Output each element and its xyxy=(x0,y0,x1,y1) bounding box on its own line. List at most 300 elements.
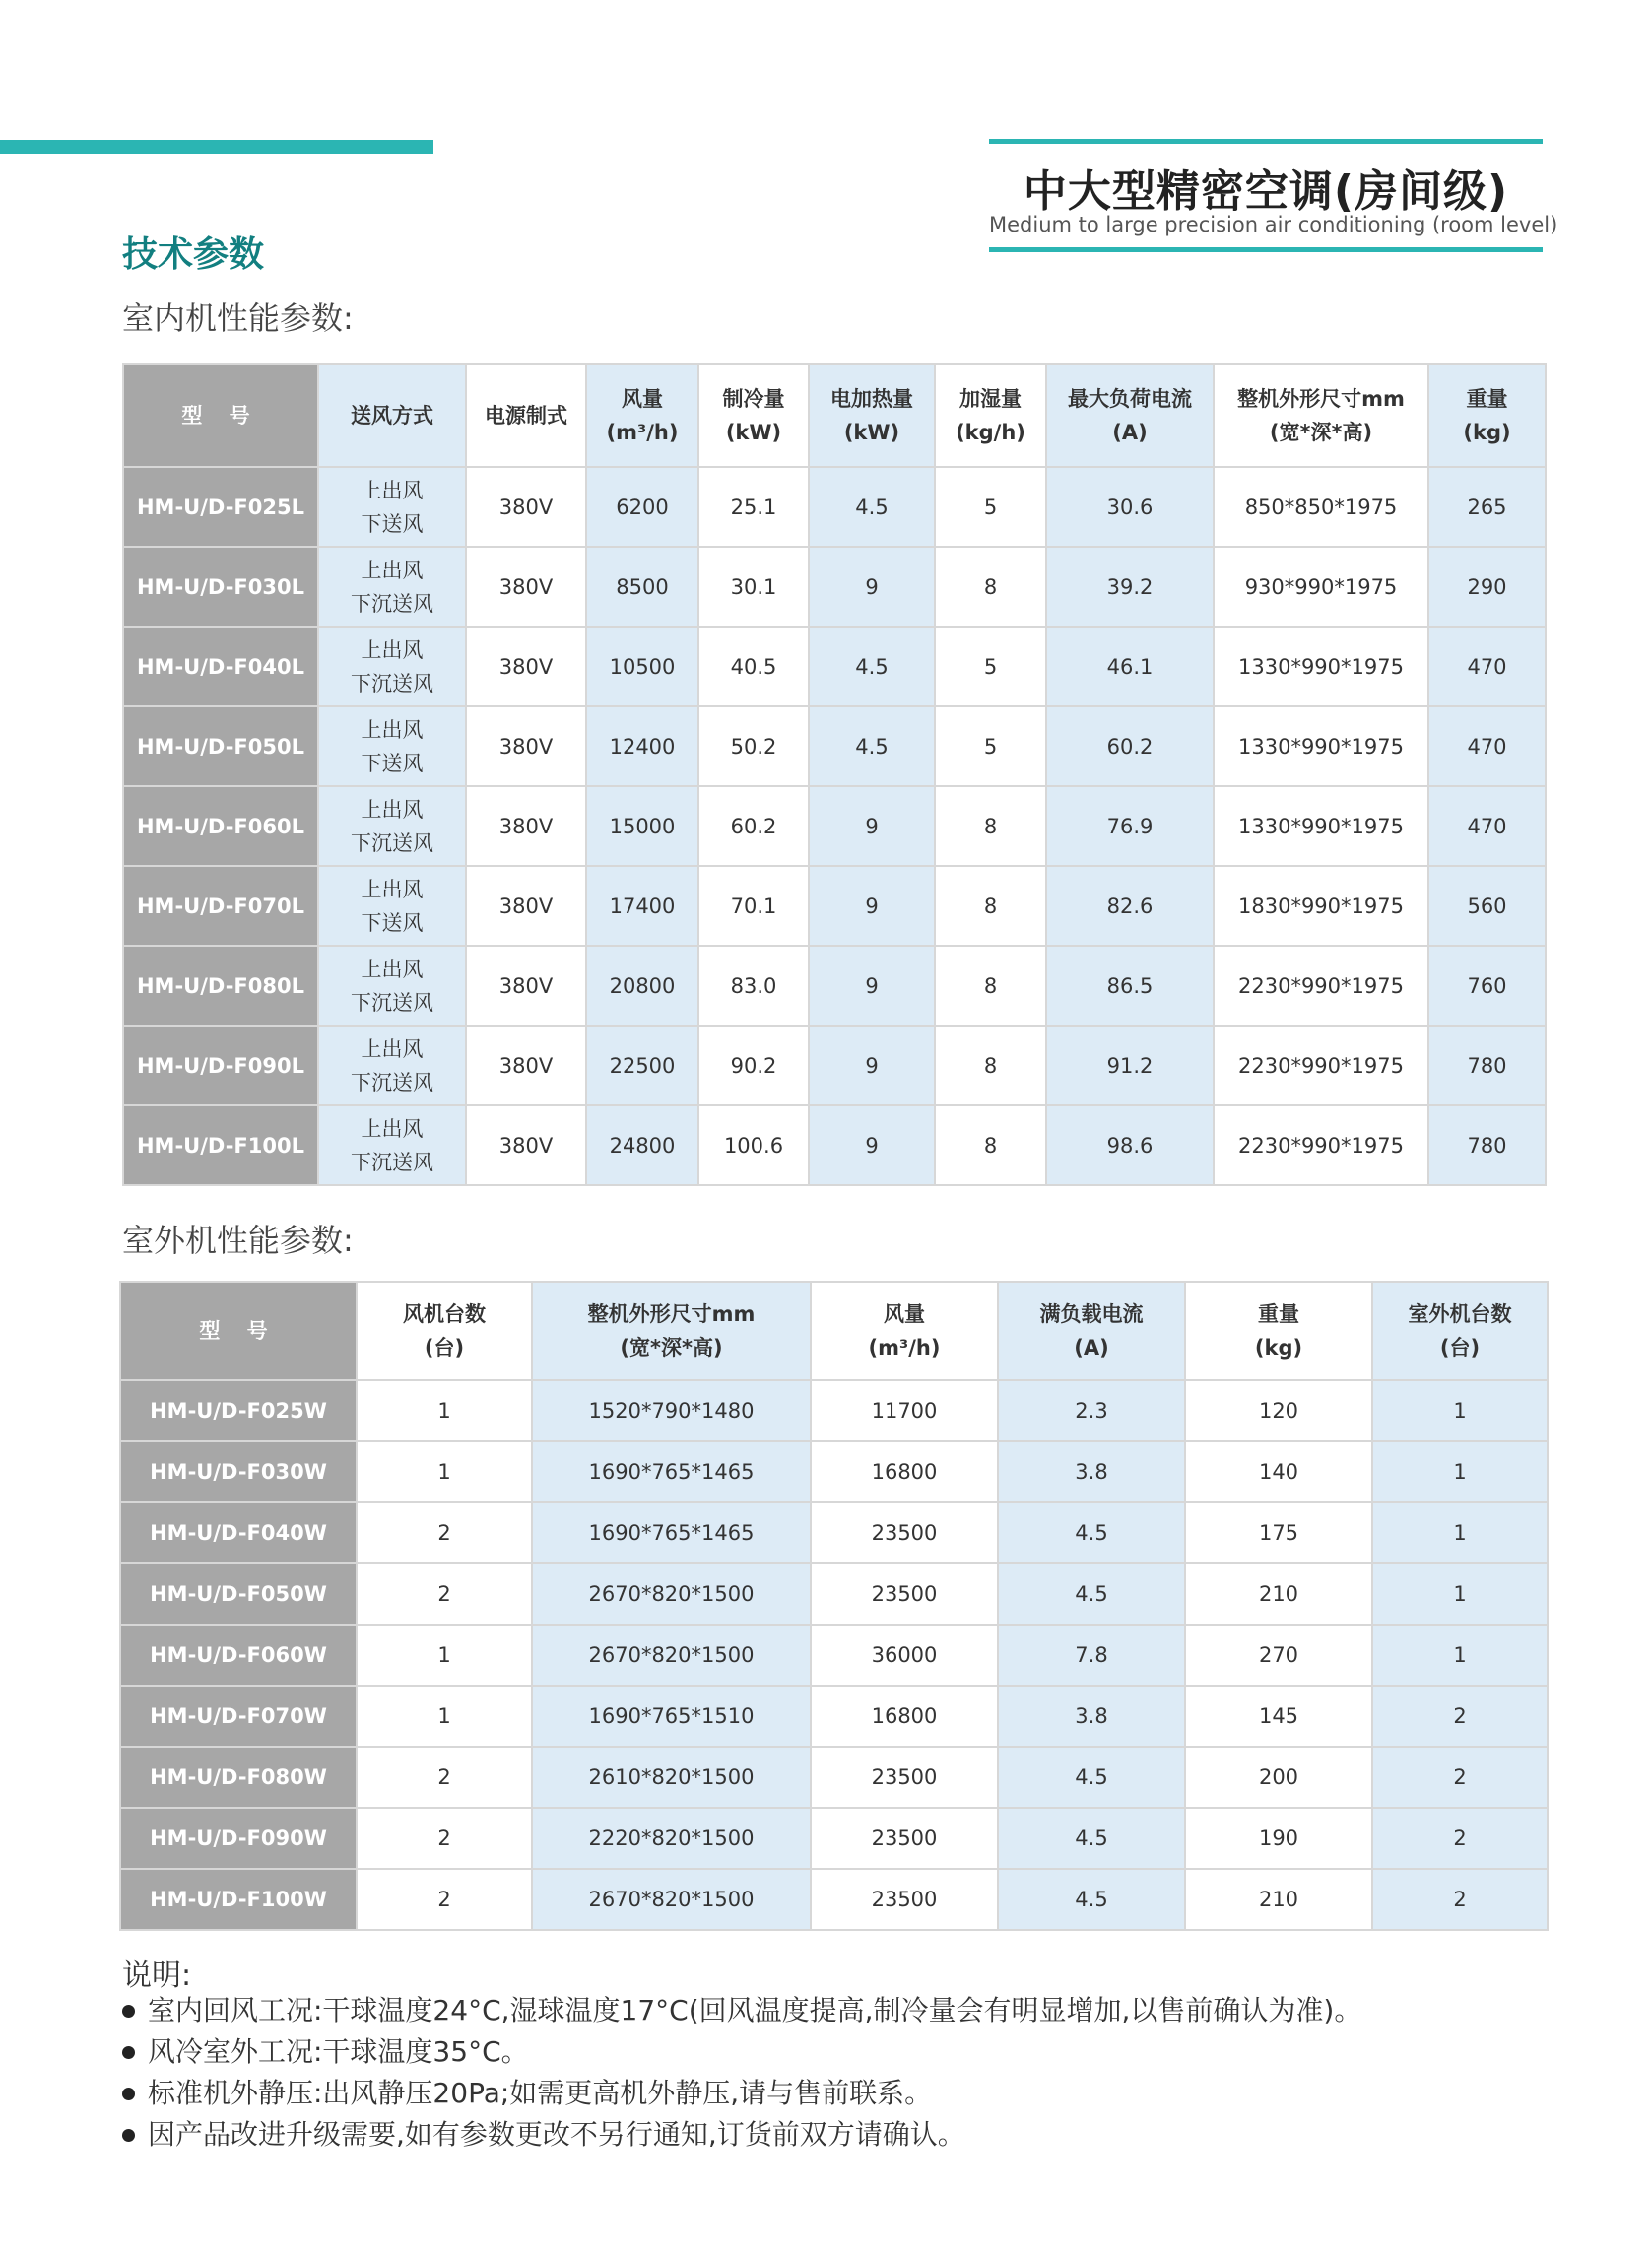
cell-text: (kW) xyxy=(843,420,900,444)
value-cell xyxy=(809,547,935,627)
cell-text: 2670*820*1500 xyxy=(588,1888,755,1911)
value-cell xyxy=(809,706,935,786)
section-title: 技术参数 xyxy=(122,234,265,275)
value-cell xyxy=(357,1502,532,1563)
cell-text: HM-U/D-F025W xyxy=(150,1399,327,1423)
cell-text: 2 xyxy=(1453,1826,1467,1850)
value-cell xyxy=(466,786,586,866)
value-cell xyxy=(532,1563,811,1625)
cell-text: 室外机台数 xyxy=(1408,1302,1512,1326)
value-cell xyxy=(1372,1563,1548,1625)
value-cell xyxy=(698,1105,809,1185)
cell-text: 4.5 xyxy=(1075,1582,1108,1606)
cell-text: 380V xyxy=(498,814,554,838)
note-text: 室内回风工况:干球温度24°C,湿球温度17°C(回风温度提高,制冷量会有明显增加,以售前确认为准)。 xyxy=(148,1994,1362,2026)
cell-text: 型 号 xyxy=(181,403,260,428)
cell-text: HM-U/D-F100W xyxy=(150,1888,327,1911)
table-row xyxy=(123,946,1546,1026)
value-cell xyxy=(811,1686,998,1747)
model-cell xyxy=(120,1686,357,1747)
cell-text: 3.8 xyxy=(1075,1704,1108,1728)
cell-text: 70.1 xyxy=(730,894,777,918)
value-cell xyxy=(935,627,1046,706)
cell-text: 1 xyxy=(437,1704,451,1728)
notes-list xyxy=(122,1990,1361,2156)
cell-text: 9 xyxy=(865,1053,879,1078)
cell-text: 850*850*1975 xyxy=(1244,495,1398,519)
cell-text: 4.5 xyxy=(855,734,889,759)
cell-text: 4.5 xyxy=(855,654,889,679)
value-cell xyxy=(1185,1441,1372,1502)
table-row xyxy=(123,1026,1546,1105)
cell-text: HM-U/D-F080L xyxy=(136,973,304,998)
cell-text: 83.0 xyxy=(730,973,777,998)
cell-text: 1330*990*1975 xyxy=(1238,814,1404,838)
page-title: 中大型精密空调(房间级) xyxy=(1023,166,1509,217)
cell-text: (A) xyxy=(1112,420,1148,444)
value-cell xyxy=(811,1625,998,1686)
value-cell xyxy=(1428,706,1546,786)
cell-text: (kg) xyxy=(1463,420,1511,444)
cell-text: 2230*990*1975 xyxy=(1238,1133,1404,1158)
cell-text: 型 号 xyxy=(199,1319,278,1343)
value-cell xyxy=(811,1380,998,1441)
cell-text: 1830*990*1975 xyxy=(1238,894,1404,918)
cell-text: 560 xyxy=(1467,894,1507,918)
title-rule-bottom xyxy=(989,247,1543,252)
cell-text: 风量 xyxy=(622,386,663,411)
note-item xyxy=(122,2114,1361,2156)
value-cell xyxy=(586,467,698,547)
cell-text: 2 xyxy=(1453,1765,1467,1789)
value-cell xyxy=(318,786,466,866)
cell-text: 制冷量 xyxy=(722,386,785,411)
value-cell xyxy=(998,1686,1185,1747)
cell-text: 2 xyxy=(437,1582,451,1606)
cell-text: 82.6 xyxy=(1106,894,1154,918)
cell-text: 380V xyxy=(498,1133,554,1158)
cell-text: HM-U/D-F060L xyxy=(136,814,304,838)
cell-text: 1690*765*1510 xyxy=(588,1704,755,1728)
value-cell xyxy=(1372,1686,1548,1747)
value-cell xyxy=(532,1869,811,1930)
model-cell xyxy=(120,1441,357,1502)
value-cell xyxy=(357,1747,532,1808)
value-cell xyxy=(1046,1026,1214,1105)
title-rule-top xyxy=(989,139,1543,144)
outdoor-header-row xyxy=(120,1282,1548,1380)
cell-text: 1 xyxy=(437,1399,451,1423)
note-text: 标准机外静压:出风静压20Pa;如需更高机外静压,请与售前联系。 xyxy=(148,2077,933,2109)
value-cell xyxy=(466,866,586,946)
value-cell xyxy=(318,866,466,946)
cell-text: 3.8 xyxy=(1075,1460,1108,1484)
cell-text: 46.1 xyxy=(1106,654,1154,679)
value-cell xyxy=(318,547,466,627)
value-cell xyxy=(318,706,466,786)
value-cell xyxy=(357,1808,532,1869)
cell-text: 145 xyxy=(1258,1704,1299,1728)
cell-text: HM-U/D-F040L xyxy=(136,654,304,679)
table-row xyxy=(120,1380,1548,1441)
cell-text: 4.5 xyxy=(855,495,889,519)
cell-text: (宽*深*高) xyxy=(620,1336,723,1360)
value-cell xyxy=(532,1380,811,1441)
value-cell xyxy=(1185,1869,1372,1930)
indoor-col-header xyxy=(698,364,809,467)
value-cell xyxy=(698,946,809,1026)
value-cell xyxy=(1046,786,1214,866)
value-cell xyxy=(998,1747,1185,1808)
value-cell xyxy=(1185,1625,1372,1686)
table-row xyxy=(120,1502,1548,1563)
model-cell xyxy=(123,547,318,627)
cell-text: (宽*深*高) xyxy=(1269,420,1373,444)
value-cell xyxy=(1046,1105,1214,1185)
value-cell xyxy=(809,946,935,1026)
model-cell xyxy=(123,627,318,706)
indoor-col-header xyxy=(1046,364,1214,467)
value-cell xyxy=(935,946,1046,1026)
cell-text: 上出风 xyxy=(361,478,424,502)
cell-text: 上出风 xyxy=(361,877,424,901)
value-cell xyxy=(998,1869,1185,1930)
cell-text: 2220*820*1500 xyxy=(588,1826,755,1850)
indoor-col-header xyxy=(586,364,698,467)
cell-text: 1 xyxy=(1453,1643,1467,1667)
indoor-col-header xyxy=(123,364,318,467)
cell-text: HM-U/D-F090L xyxy=(136,1053,304,1078)
cell-text: 10500 xyxy=(609,654,676,679)
model-cell xyxy=(123,1026,318,1105)
value-cell xyxy=(466,706,586,786)
value-cell xyxy=(698,547,809,627)
table-row xyxy=(123,547,1546,627)
value-cell xyxy=(1372,1441,1548,1502)
cell-text: 8 xyxy=(983,1053,998,1078)
cell-text: 200 xyxy=(1258,1765,1299,1789)
value-cell xyxy=(935,1105,1046,1185)
value-cell xyxy=(532,1441,811,1502)
cell-text: 290 xyxy=(1467,574,1507,599)
cell-text: 上出风 xyxy=(361,1116,424,1141)
cell-text: 1330*990*1975 xyxy=(1238,734,1404,759)
value-cell xyxy=(318,1026,466,1105)
cell-text: 380V xyxy=(498,894,554,918)
value-cell xyxy=(586,706,698,786)
cell-text: 470 xyxy=(1467,654,1507,679)
cell-text: 380V xyxy=(498,495,554,519)
cell-text: 4.5 xyxy=(1075,1888,1108,1911)
table-row xyxy=(120,1563,1548,1625)
cell-text: 8 xyxy=(983,894,998,918)
cell-text: 下沉送风 xyxy=(351,671,433,696)
cell-text: 23500 xyxy=(871,1521,938,1545)
cell-text: 下送风 xyxy=(361,511,424,536)
value-cell xyxy=(998,1625,1185,1686)
cell-text: 上出风 xyxy=(361,957,424,981)
cell-text: 8 xyxy=(983,1133,998,1158)
value-cell xyxy=(1214,866,1428,946)
cell-text: 1690*765*1465 xyxy=(588,1460,755,1484)
value-cell xyxy=(318,946,466,1026)
cell-text: 120 xyxy=(1258,1399,1299,1423)
cell-text: 8 xyxy=(983,814,998,838)
cell-text: 11700 xyxy=(871,1399,938,1423)
cell-text: 4.5 xyxy=(1075,1765,1108,1789)
value-cell xyxy=(811,1869,998,1930)
value-cell xyxy=(318,627,466,706)
cell-text: 加湿量 xyxy=(959,386,1022,411)
value-cell xyxy=(586,1105,698,1185)
table-row xyxy=(120,1441,1548,1502)
value-cell xyxy=(935,547,1046,627)
value-cell xyxy=(1372,1502,1548,1563)
indoor-col-header xyxy=(935,364,1046,467)
cell-text: 16800 xyxy=(871,1460,938,1484)
cell-text: HM-U/D-F070L xyxy=(136,894,304,918)
value-cell xyxy=(809,467,935,547)
value-cell xyxy=(532,1808,811,1869)
cell-text: 上出风 xyxy=(361,637,424,662)
value-cell xyxy=(811,1747,998,1808)
cell-text: 7.8 xyxy=(1075,1643,1108,1667)
cell-text: HM-U/D-F040W xyxy=(150,1521,327,1545)
value-cell xyxy=(466,627,586,706)
table-row xyxy=(120,1808,1548,1869)
value-cell xyxy=(1046,706,1214,786)
cell-text: 整机外形尺寸mm xyxy=(1237,386,1405,411)
cell-text: 2670*820*1500 xyxy=(588,1643,755,1667)
cell-text: HM-U/D-F030W xyxy=(150,1460,327,1484)
cell-text: 380V xyxy=(498,734,554,759)
cell-text: (kg/h) xyxy=(956,420,1025,444)
cell-text: 40.5 xyxy=(730,654,777,679)
value-cell xyxy=(1046,467,1214,547)
value-cell xyxy=(466,547,586,627)
cell-text: 2 xyxy=(437,1888,451,1911)
cell-text: 780 xyxy=(1467,1053,1507,1078)
cell-text: 1330*990*1975 xyxy=(1238,654,1404,679)
value-cell xyxy=(1185,1502,1372,1563)
value-cell xyxy=(357,1441,532,1502)
model-cell xyxy=(120,1747,357,1808)
indoor-col-header xyxy=(318,364,466,467)
value-cell xyxy=(1214,1105,1428,1185)
value-cell xyxy=(318,467,466,547)
cell-text: 23500 xyxy=(871,1888,938,1911)
value-cell xyxy=(998,1502,1185,1563)
value-cell xyxy=(532,1686,811,1747)
cell-text: 30.6 xyxy=(1106,495,1154,519)
cell-text: 2230*990*1975 xyxy=(1238,973,1404,998)
cell-text: 2610*820*1500 xyxy=(588,1765,755,1789)
cell-text: 30.1 xyxy=(730,574,777,599)
cell-text: 1520*790*1480 xyxy=(588,1399,755,1423)
cell-text: 下沉送风 xyxy=(351,1150,433,1174)
cell-text: (kg) xyxy=(1254,1336,1303,1360)
cell-text: 风机台数 xyxy=(403,1302,486,1326)
outdoor-col-header xyxy=(998,1282,1185,1380)
value-cell xyxy=(466,1026,586,1105)
cell-text: 8 xyxy=(983,574,998,599)
value-cell xyxy=(1214,706,1428,786)
table-row xyxy=(120,1747,1548,1808)
indoor-spec-table xyxy=(122,363,1547,1186)
cell-text: 930*990*1975 xyxy=(1244,574,1398,599)
cell-text: HM-U/D-F080W xyxy=(150,1765,327,1789)
cell-text: 60.2 xyxy=(1106,734,1154,759)
value-cell xyxy=(698,467,809,547)
model-cell xyxy=(123,467,318,547)
cell-text: 2230*990*1975 xyxy=(1238,1053,1404,1078)
value-cell xyxy=(586,547,698,627)
cell-text: HM-U/D-F030L xyxy=(136,574,304,599)
value-cell xyxy=(532,1625,811,1686)
value-cell xyxy=(698,866,809,946)
value-cell xyxy=(935,467,1046,547)
cell-text: 17400 xyxy=(609,894,676,918)
cell-text: 23500 xyxy=(871,1582,938,1606)
cell-text: 1 xyxy=(1453,1582,1467,1606)
note-text: 风冷室外工况:干球温度35°C。 xyxy=(148,2035,529,2068)
cell-text: 175 xyxy=(1258,1521,1299,1545)
cell-text: 470 xyxy=(1467,734,1507,759)
cell-text: HM-U/D-F070W xyxy=(150,1704,327,1728)
cell-text: 下沉送风 xyxy=(351,830,433,855)
value-cell xyxy=(1185,1380,1372,1441)
outdoor-col-header xyxy=(811,1282,998,1380)
notes-title: 说明: xyxy=(122,1958,192,1993)
value-cell xyxy=(586,786,698,866)
cell-text: 9 xyxy=(865,973,879,998)
model-cell xyxy=(120,1502,357,1563)
model-cell xyxy=(120,1625,357,1686)
cell-text: 电源制式 xyxy=(485,403,567,428)
cell-text: 210 xyxy=(1258,1582,1299,1606)
outdoor-col-header xyxy=(1185,1282,1372,1380)
cell-text: 满负载电流 xyxy=(1039,1302,1144,1326)
bullet-icon xyxy=(122,2046,135,2059)
value-cell xyxy=(1214,946,1428,1026)
value-cell xyxy=(935,1026,1046,1105)
value-cell xyxy=(809,1105,935,1185)
value-cell xyxy=(1428,866,1546,946)
page-subtitle: Medium to large precision air conditioning (room level) xyxy=(989,213,1558,236)
table-row xyxy=(120,1869,1548,1930)
table-row xyxy=(123,786,1546,866)
cell-text: 23500 xyxy=(871,1826,938,1850)
cell-text: 22500 xyxy=(609,1053,676,1078)
cell-text: 重量 xyxy=(1466,386,1508,411)
value-cell xyxy=(998,1441,1185,1502)
cell-text: 380V xyxy=(498,574,554,599)
cell-text: 24800 xyxy=(609,1133,676,1158)
cell-text: 2 xyxy=(437,1826,451,1850)
cell-text: 12400 xyxy=(609,734,676,759)
value-cell xyxy=(1214,467,1428,547)
bullet-icon xyxy=(122,2129,135,2142)
note-item xyxy=(122,1990,1361,2031)
cell-text: 20800 xyxy=(609,973,676,998)
cell-text: 下沉送风 xyxy=(351,990,433,1015)
cell-text: 4.5 xyxy=(1075,1521,1108,1545)
cell-text: 1 xyxy=(1453,1460,1467,1484)
value-cell xyxy=(935,706,1046,786)
value-cell xyxy=(809,627,935,706)
value-cell xyxy=(532,1502,811,1563)
cell-text: 265 xyxy=(1467,495,1507,519)
model-cell xyxy=(123,1105,318,1185)
value-cell xyxy=(1185,1747,1372,1808)
cell-text: 2 xyxy=(437,1765,451,1789)
value-cell xyxy=(532,1747,811,1808)
top-accent-bar xyxy=(0,140,433,154)
bullet-icon xyxy=(122,2005,135,2018)
value-cell xyxy=(935,786,1046,866)
cell-text: 76.9 xyxy=(1106,814,1154,838)
cell-text: 16800 xyxy=(871,1704,938,1728)
value-cell xyxy=(1185,1563,1372,1625)
indoor-col-header xyxy=(809,364,935,467)
value-cell xyxy=(1428,1105,1546,1185)
cell-text: 1 xyxy=(437,1643,451,1667)
cell-text: 8 xyxy=(983,973,998,998)
value-cell xyxy=(998,1563,1185,1625)
cell-text: 上出风 xyxy=(361,797,424,822)
note-text: 因产品改进升级需要,如有参数更改不另行通知,订货前双方请确认。 xyxy=(148,2118,965,2151)
cell-text: 9 xyxy=(865,574,879,599)
cell-text: 50.2 xyxy=(730,734,777,759)
value-cell xyxy=(698,706,809,786)
cell-text: (m³/h) xyxy=(606,420,679,444)
cell-text: 2670*820*1500 xyxy=(588,1582,755,1606)
cell-text: (kW) xyxy=(725,420,782,444)
cell-text: 470 xyxy=(1467,814,1507,838)
value-cell xyxy=(1372,1808,1548,1869)
model-cell xyxy=(123,866,318,946)
cell-text: 5 xyxy=(983,734,998,759)
cell-text: 780 xyxy=(1467,1133,1507,1158)
outdoor-col-header xyxy=(1372,1282,1548,1380)
cell-text: (m³/h) xyxy=(868,1336,941,1360)
cell-text: 送风方式 xyxy=(351,403,433,428)
value-cell xyxy=(1046,946,1214,1026)
cell-text: 100.6 xyxy=(723,1133,784,1158)
cell-text: (台) xyxy=(1439,1336,1481,1360)
cell-text: 2.3 xyxy=(1075,1399,1108,1423)
cell-text: 60.2 xyxy=(730,814,777,838)
cell-text: 下送风 xyxy=(361,751,424,775)
cell-text: 6200 xyxy=(616,495,669,519)
value-cell xyxy=(809,1026,935,1105)
outdoor-col-header xyxy=(357,1282,532,1380)
cell-text: HM-U/D-F100L xyxy=(136,1133,304,1158)
value-cell xyxy=(586,627,698,706)
value-cell xyxy=(811,1563,998,1625)
outdoor-spec-table xyxy=(119,1281,1549,1931)
table-row xyxy=(123,706,1546,786)
value-cell xyxy=(1372,1380,1548,1441)
cell-text: 90.2 xyxy=(730,1053,777,1078)
cell-text: 23500 xyxy=(871,1765,938,1789)
value-cell xyxy=(1372,1747,1548,1808)
value-cell xyxy=(809,866,935,946)
cell-text: 39.2 xyxy=(1106,574,1154,599)
model-cell xyxy=(120,1563,357,1625)
indoor-col-header xyxy=(1214,364,1428,467)
cell-text: 1 xyxy=(1453,1521,1467,1545)
